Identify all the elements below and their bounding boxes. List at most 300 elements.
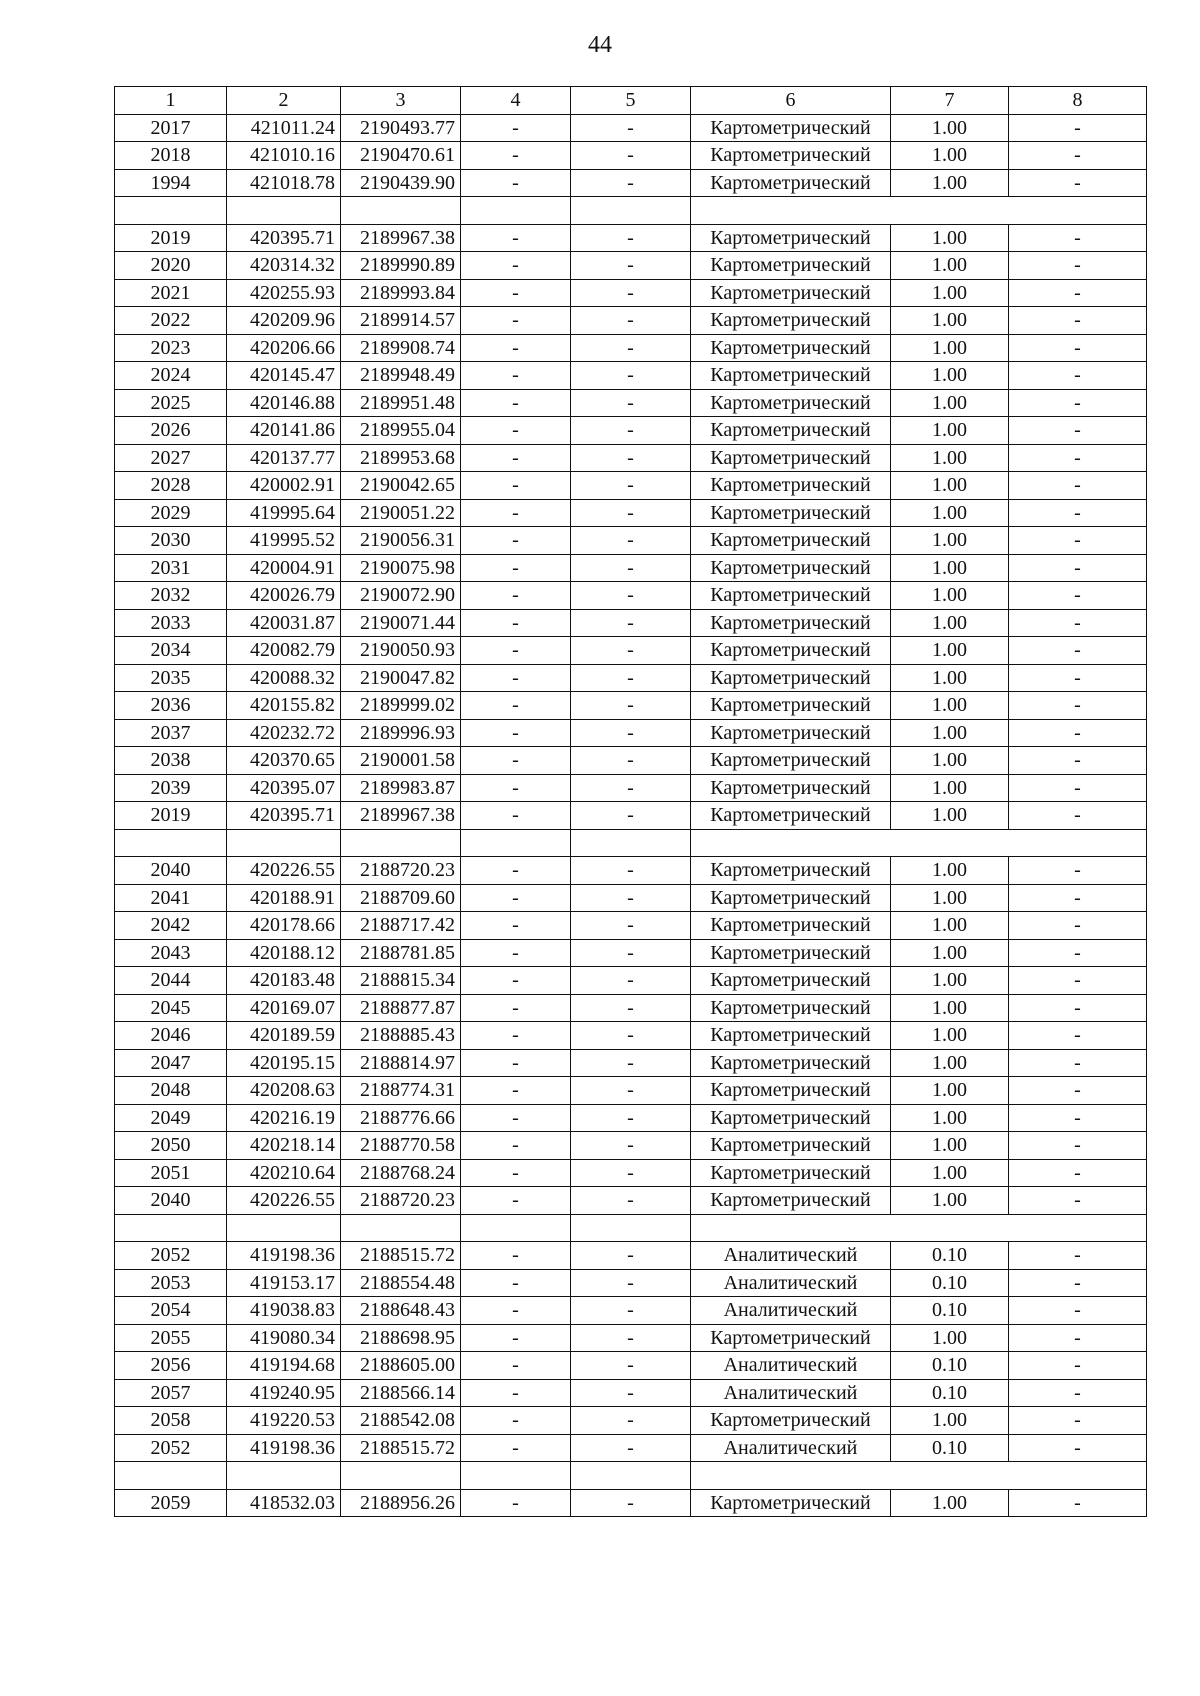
coord-x-cell: 420208.63 <box>227 1077 341 1105</box>
col-8-cell: - <box>1009 747 1147 775</box>
col-8-cell: - <box>1009 912 1147 940</box>
col-4-cell: - <box>461 939 571 967</box>
table-row <box>115 1407 1147 1435</box>
table-row <box>115 1379 1147 1407</box>
col-4-cell: - <box>461 1022 571 1050</box>
accuracy-cell: 0.10 <box>891 1269 1009 1297</box>
point-number-cell: 2023 <box>115 334 227 362</box>
method-cell: Картометрический <box>691 692 891 720</box>
col-8-cell: - <box>1009 417 1147 445</box>
col-5-cell: - <box>571 994 691 1022</box>
accuracy-cell: 1.00 <box>891 472 1009 500</box>
coord-x-cell: 420137.77 <box>227 444 341 472</box>
table-row <box>115 252 1147 280</box>
col-4-cell: - <box>461 142 571 170</box>
point-number-cell: 2028 <box>115 472 227 500</box>
header-cell: 8 <box>1009 87 1147 115</box>
coord-x-cell: 419153.17 <box>227 1269 341 1297</box>
method-cell: Картометрический <box>691 802 891 830</box>
coord-x-cell: 421011.24 <box>227 114 341 142</box>
col-8-cell: - <box>1009 527 1147 555</box>
table-row <box>115 114 1147 142</box>
col-4-cell: - <box>461 307 571 335</box>
point-number-cell: 2018 <box>115 142 227 170</box>
accuracy-cell: 1.00 <box>891 582 1009 610</box>
col-4-cell: - <box>461 857 571 885</box>
col-8-cell: - <box>1009 1022 1147 1050</box>
accuracy-cell: 1.00 <box>891 307 1009 335</box>
method-cell: Картометрический <box>691 114 891 142</box>
col-5-cell: - <box>571 334 691 362</box>
coord-y-cell: 2189967.38 <box>341 224 461 252</box>
coord-y-cell: 2189983.87 <box>341 774 461 802</box>
coord-y-cell: 2190072.90 <box>341 582 461 610</box>
col-5-cell: - <box>571 1159 691 1187</box>
point-number-cell: 2048 <box>115 1077 227 1105</box>
table-row <box>115 719 1147 747</box>
col-4-cell: - <box>461 1104 571 1132</box>
coord-x-cell: 419995.64 <box>227 499 341 527</box>
table-row <box>115 774 1147 802</box>
coord-y-cell: 2190439.90 <box>341 169 461 197</box>
accuracy-cell: 1.00 <box>891 1077 1009 1105</box>
col-8-cell: - <box>1009 252 1147 280</box>
col-5-cell: - <box>571 774 691 802</box>
separator-cell <box>691 1462 1147 1490</box>
accuracy-cell: 1.00 <box>891 499 1009 527</box>
point-number-cell: 2037 <box>115 719 227 747</box>
col-4-cell: - <box>461 472 571 500</box>
col-8-cell: - <box>1009 1132 1147 1160</box>
coord-x-cell: 420169.07 <box>227 994 341 1022</box>
table-row <box>115 554 1147 582</box>
accuracy-cell: 1.00 <box>891 334 1009 362</box>
accuracy-cell: 1.00 <box>891 224 1009 252</box>
point-number-cell: 2029 <box>115 499 227 527</box>
col-8-cell: - <box>1009 1352 1147 1380</box>
method-cell: Картометрический <box>691 1022 891 1050</box>
coord-x-cell: 420188.12 <box>227 939 341 967</box>
coord-y-cell: 2188877.87 <box>341 994 461 1022</box>
method-cell: Картометрический <box>691 884 891 912</box>
coord-y-cell: 2188781.85 <box>341 939 461 967</box>
coord-x-cell: 420082.79 <box>227 637 341 665</box>
col-8-cell: - <box>1009 582 1147 610</box>
accuracy-cell: 1.00 <box>891 774 1009 802</box>
accuracy-cell: 1.00 <box>891 279 1009 307</box>
method-cell: Картометрический <box>691 307 891 335</box>
coord-x-cell: 420195.15 <box>227 1049 341 1077</box>
table-row <box>115 664 1147 692</box>
col-8-cell: - <box>1009 389 1147 417</box>
accuracy-cell: 1.00 <box>891 444 1009 472</box>
method-cell: Картометрический <box>691 637 891 665</box>
col-8-cell: - <box>1009 994 1147 1022</box>
accuracy-cell: 0.10 <box>891 1434 1009 1462</box>
col-5-cell: - <box>571 1489 691 1517</box>
col-4-cell: - <box>461 279 571 307</box>
table-row <box>115 802 1147 830</box>
point-number-cell: 2055 <box>115 1324 227 1352</box>
col-8-cell: - <box>1009 1297 1147 1325</box>
coord-x-cell: 420232.72 <box>227 719 341 747</box>
col-8-cell: - <box>1009 1049 1147 1077</box>
coord-y-cell: 2190470.61 <box>341 142 461 170</box>
method-cell: Картометрический <box>691 609 891 637</box>
col-4-cell: - <box>461 1049 571 1077</box>
col-5-cell: - <box>571 114 691 142</box>
coord-y-cell: 2189948.49 <box>341 362 461 390</box>
table-row <box>115 1242 1147 1270</box>
separator-cell <box>115 1214 227 1242</box>
method-cell: Картометрический <box>691 1407 891 1435</box>
separator-cell <box>691 197 1147 225</box>
point-number-cell: 2017 <box>115 114 227 142</box>
method-cell: Аналитический <box>691 1297 891 1325</box>
col-4-cell: - <box>461 389 571 417</box>
col-5-cell: - <box>571 252 691 280</box>
table-row <box>115 307 1147 335</box>
coord-x-cell: 421018.78 <box>227 169 341 197</box>
accuracy-cell: 0.10 <box>891 1242 1009 1270</box>
table-row <box>115 389 1147 417</box>
col-5-cell: - <box>571 939 691 967</box>
col-5-cell: - <box>571 444 691 472</box>
coord-x-cell: 420145.47 <box>227 362 341 390</box>
col-4-cell: - <box>461 362 571 390</box>
method-cell: Аналитический <box>691 1434 891 1462</box>
accuracy-cell: 1.00 <box>891 1159 1009 1187</box>
coord-x-cell: 419194.68 <box>227 1352 341 1380</box>
coord-y-cell: 2189996.93 <box>341 719 461 747</box>
method-cell: Картометрический <box>691 664 891 692</box>
method-cell: Картометрический <box>691 1077 891 1105</box>
table-row <box>115 637 1147 665</box>
accuracy-cell: 0.10 <box>891 1352 1009 1380</box>
coord-y-cell: 2190047.82 <box>341 664 461 692</box>
point-number-cell: 2040 <box>115 1187 227 1215</box>
point-number-cell: 2054 <box>115 1297 227 1325</box>
coord-y-cell: 2189993.84 <box>341 279 461 307</box>
separator-cell <box>571 1462 691 1490</box>
coord-y-cell: 2188720.23 <box>341 857 461 885</box>
header-cell: 2 <box>227 87 341 115</box>
table-row <box>115 499 1147 527</box>
coord-x-cell: 420218.14 <box>227 1132 341 1160</box>
table-row <box>115 1104 1147 1132</box>
separator-cell <box>461 829 571 857</box>
coord-y-cell: 2189951.48 <box>341 389 461 417</box>
col-4-cell: - <box>461 664 571 692</box>
table-row <box>115 747 1147 775</box>
table-row <box>115 527 1147 555</box>
coord-y-cell: 2188515.72 <box>341 1242 461 1270</box>
point-number-cell: 2046 <box>115 1022 227 1050</box>
point-number-cell: 2052 <box>115 1242 227 1270</box>
coord-x-cell: 420188.91 <box>227 884 341 912</box>
col-4-cell: - <box>461 1269 571 1297</box>
separator-cell <box>341 829 461 857</box>
point-number-cell: 2058 <box>115 1407 227 1435</box>
separator-cell <box>691 829 1147 857</box>
coord-y-cell: 2190001.58 <box>341 747 461 775</box>
table-row <box>115 1297 1147 1325</box>
col-8-cell: - <box>1009 1104 1147 1132</box>
separator-row <box>115 829 1147 857</box>
page-number: 44 <box>588 32 612 58</box>
table-row <box>115 1022 1147 1050</box>
table-row <box>115 1187 1147 1215</box>
accuracy-cell: 1.00 <box>891 1104 1009 1132</box>
col-4-cell: - <box>461 499 571 527</box>
col-5-cell: - <box>571 637 691 665</box>
col-4-cell: - <box>461 1297 571 1325</box>
method-cell: Картометрический <box>691 967 891 995</box>
col-8-cell: - <box>1009 719 1147 747</box>
method-cell: Картометрический <box>691 334 891 362</box>
accuracy-cell: 1.00 <box>891 967 1009 995</box>
col-4-cell: - <box>461 169 571 197</box>
point-number-cell: 2059 <box>115 1489 227 1517</box>
method-cell: Картометрический <box>691 1159 891 1187</box>
table-row <box>115 169 1147 197</box>
col-4-cell: - <box>461 334 571 362</box>
coord-x-cell: 421010.16 <box>227 142 341 170</box>
col-8-cell: - <box>1009 1489 1147 1517</box>
coord-y-cell: 2188885.43 <box>341 1022 461 1050</box>
col-8-cell: - <box>1009 224 1147 252</box>
col-4-cell: - <box>461 114 571 142</box>
coord-y-cell: 2188776.66 <box>341 1104 461 1132</box>
point-number-cell: 2026 <box>115 417 227 445</box>
col-8-cell: - <box>1009 802 1147 830</box>
table-row <box>115 279 1147 307</box>
col-4-cell: - <box>461 912 571 940</box>
point-number-cell: 2034 <box>115 637 227 665</box>
coord-y-cell: 2189955.04 <box>341 417 461 445</box>
col-8-cell: - <box>1009 362 1147 390</box>
separator-cell <box>341 1214 461 1242</box>
coord-x-cell: 419198.36 <box>227 1242 341 1270</box>
accuracy-cell: 1.00 <box>891 719 1009 747</box>
table-row <box>115 1489 1147 1517</box>
coord-y-cell: 2189908.74 <box>341 334 461 362</box>
accuracy-cell: 1.00 <box>891 114 1009 142</box>
point-number-cell: 2032 <box>115 582 227 610</box>
col-4-cell: - <box>461 692 571 720</box>
method-cell: Картометрический <box>691 417 891 445</box>
col-8-cell: - <box>1009 637 1147 665</box>
col-5-cell: - <box>571 554 691 582</box>
separator-cell <box>571 197 691 225</box>
coord-x-cell: 420088.32 <box>227 664 341 692</box>
col-5-cell: - <box>571 1407 691 1435</box>
col-4-cell: - <box>461 609 571 637</box>
table-row <box>115 1132 1147 1160</box>
separator-cell <box>227 1462 341 1490</box>
col-5-cell: - <box>571 527 691 555</box>
point-number-cell: 2053 <box>115 1269 227 1297</box>
coord-x-cell: 420141.86 <box>227 417 341 445</box>
separator-row <box>115 197 1147 225</box>
accuracy-cell: 0.10 <box>891 1379 1009 1407</box>
col-5-cell: - <box>571 1104 691 1132</box>
col-8-cell: - <box>1009 142 1147 170</box>
col-8-cell: - <box>1009 857 1147 885</box>
col-5-cell: - <box>571 912 691 940</box>
col-4-cell: - <box>461 1187 571 1215</box>
coord-y-cell: 2190051.22 <box>341 499 461 527</box>
method-cell: Картометрический <box>691 472 891 500</box>
col-5-cell: - <box>571 142 691 170</box>
separator-cell <box>461 1462 571 1490</box>
col-5-cell: - <box>571 224 691 252</box>
coord-x-cell: 420189.59 <box>227 1022 341 1050</box>
table-row <box>115 967 1147 995</box>
method-cell: Картометрический <box>691 1104 891 1132</box>
point-number-cell: 2024 <box>115 362 227 390</box>
col-8-cell: - <box>1009 1159 1147 1187</box>
point-number-cell: 2031 <box>115 554 227 582</box>
col-8-cell: - <box>1009 1379 1147 1407</box>
col-8-cell: - <box>1009 334 1147 362</box>
accuracy-cell: 1.00 <box>891 609 1009 637</box>
col-8-cell: - <box>1009 1434 1147 1462</box>
col-4-cell: - <box>461 527 571 555</box>
coordinates-table <box>114 86 1147 1517</box>
coord-x-cell: 420183.48 <box>227 967 341 995</box>
col-4-cell: - <box>461 802 571 830</box>
method-cell: Картометрический <box>691 389 891 417</box>
method-cell: Картометрический <box>691 142 891 170</box>
header-cell: 4 <box>461 87 571 115</box>
col-4-cell: - <box>461 1352 571 1380</box>
col-5-cell: - <box>571 582 691 610</box>
coord-x-cell: 420031.87 <box>227 609 341 637</box>
col-4-cell: - <box>461 637 571 665</box>
coord-y-cell: 2189953.68 <box>341 444 461 472</box>
header-cell: 5 <box>571 87 691 115</box>
col-8-cell: - <box>1009 967 1147 995</box>
coord-y-cell: 2188774.31 <box>341 1077 461 1105</box>
col-4-cell: - <box>461 444 571 472</box>
method-cell: Картометрический <box>691 527 891 555</box>
method-cell: Картометрический <box>691 939 891 967</box>
point-number-cell: 2035 <box>115 664 227 692</box>
method-cell: Аналитический <box>691 1242 891 1270</box>
coord-y-cell: 2188956.26 <box>341 1489 461 1517</box>
col-5-cell: - <box>571 1187 691 1215</box>
table-row <box>115 1434 1147 1462</box>
coord-x-cell: 420216.19 <box>227 1104 341 1132</box>
accuracy-cell: 1.00 <box>891 252 1009 280</box>
col-5-cell: - <box>571 279 691 307</box>
col-8-cell: - <box>1009 1269 1147 1297</box>
point-number-cell: 2036 <box>115 692 227 720</box>
coord-x-cell: 420395.71 <box>227 802 341 830</box>
point-number-cell: 2038 <box>115 747 227 775</box>
point-number-cell: 2040 <box>115 857 227 885</box>
table-row <box>115 334 1147 362</box>
col-4-cell: - <box>461 554 571 582</box>
table-row <box>115 224 1147 252</box>
col-4-cell: - <box>461 417 571 445</box>
coord-y-cell: 2189990.89 <box>341 252 461 280</box>
point-number-cell: 2030 <box>115 527 227 555</box>
col-5-cell: - <box>571 307 691 335</box>
accuracy-cell: 1.00 <box>891 857 1009 885</box>
accuracy-cell: 1.00 <box>891 994 1009 1022</box>
coord-x-cell: 420370.65 <box>227 747 341 775</box>
method-cell: Картометрический <box>691 857 891 885</box>
col-5-cell: - <box>571 1379 691 1407</box>
separator-cell <box>227 1214 341 1242</box>
col-5-cell: - <box>571 499 691 527</box>
point-number-cell: 2020 <box>115 252 227 280</box>
accuracy-cell: 1.00 <box>891 1132 1009 1160</box>
coord-y-cell: 2190056.31 <box>341 527 461 555</box>
col-5-cell: - <box>571 1022 691 1050</box>
method-cell: Картометрический <box>691 1049 891 1077</box>
coord-y-cell: 2188720.23 <box>341 1187 461 1215</box>
col-4-cell: - <box>461 252 571 280</box>
col-4-cell: - <box>461 1407 571 1435</box>
point-number-cell: 2021 <box>115 279 227 307</box>
separator-row <box>115 1462 1147 1490</box>
col-4-cell: - <box>461 1324 571 1352</box>
accuracy-cell: 1.00 <box>891 362 1009 390</box>
col-5-cell: - <box>571 1324 691 1352</box>
col-5-cell: - <box>571 857 691 885</box>
coord-x-cell: 420210.64 <box>227 1159 341 1187</box>
method-cell: Картометрический <box>691 912 891 940</box>
table-row <box>115 1324 1147 1352</box>
method-cell: Картометрический <box>691 1324 891 1352</box>
col-8-cell: - <box>1009 1324 1147 1352</box>
col-5-cell: - <box>571 362 691 390</box>
col-4-cell: - <box>461 884 571 912</box>
coord-x-cell: 420004.91 <box>227 554 341 582</box>
col-4-cell: - <box>461 224 571 252</box>
coord-y-cell: 2190071.44 <box>341 609 461 637</box>
method-cell: Картометрический <box>691 554 891 582</box>
point-number-cell: 2051 <box>115 1159 227 1187</box>
accuracy-cell: 1.00 <box>891 692 1009 720</box>
method-cell: Картометрический <box>691 499 891 527</box>
method-cell: Картометрический <box>691 1132 891 1160</box>
point-number-cell: 2050 <box>115 1132 227 1160</box>
coord-x-cell: 420395.07 <box>227 774 341 802</box>
coord-y-cell: 2188815.34 <box>341 967 461 995</box>
point-number-cell: 2049 <box>115 1104 227 1132</box>
table-row <box>115 994 1147 1022</box>
col-8-cell: - <box>1009 279 1147 307</box>
point-number-cell: 2019 <box>115 802 227 830</box>
table-row <box>115 692 1147 720</box>
coord-y-cell: 2188814.97 <box>341 1049 461 1077</box>
coord-y-cell: 2188717.42 <box>341 912 461 940</box>
coord-x-cell: 419220.53 <box>227 1407 341 1435</box>
col-5-cell: - <box>571 472 691 500</box>
col-8-cell: - <box>1009 609 1147 637</box>
point-number-cell: 2042 <box>115 912 227 940</box>
accuracy-cell: 1.00 <box>891 884 1009 912</box>
coord-y-cell: 2188768.24 <box>341 1159 461 1187</box>
col-4-cell: - <box>461 747 571 775</box>
method-cell: Картометрический <box>691 169 891 197</box>
accuracy-cell: 1.00 <box>891 1324 1009 1352</box>
separator-cell <box>461 197 571 225</box>
